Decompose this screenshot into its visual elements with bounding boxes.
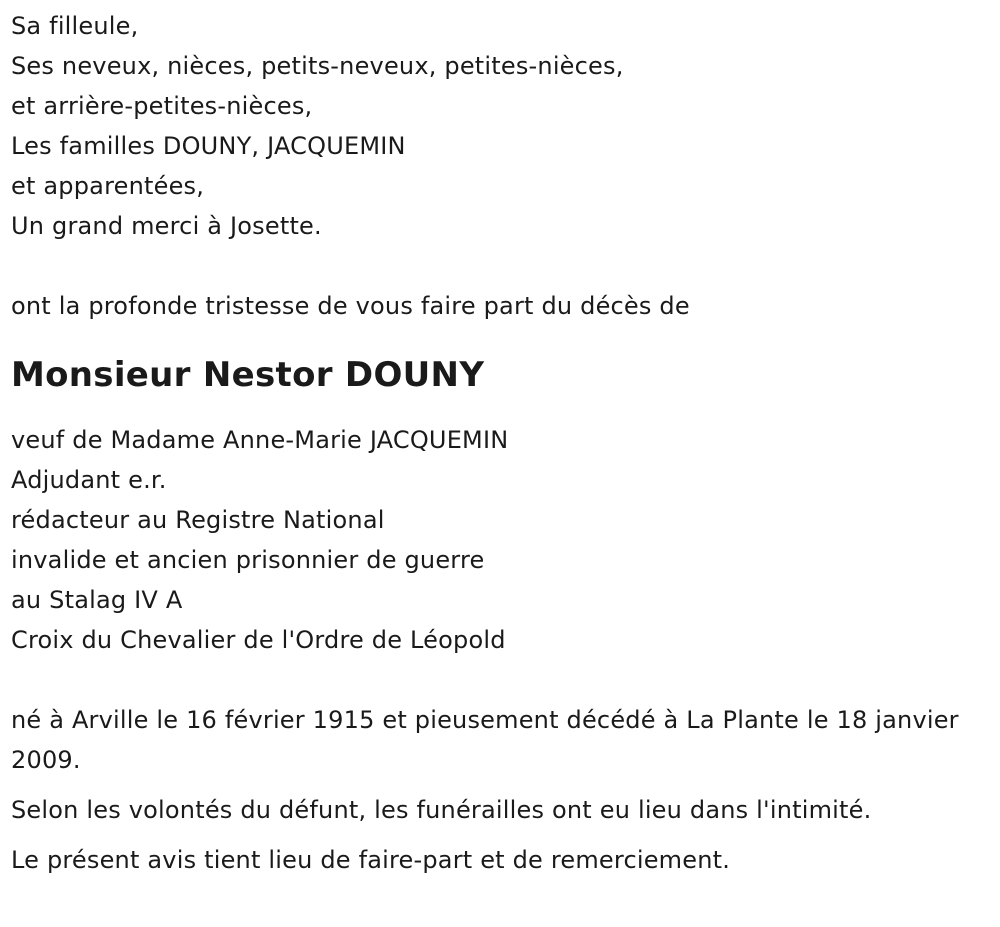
detail-line: Croix du Chevalier de l'Ordre de Léopold xyxy=(11,626,506,654)
family-line: Ses neveux, nièces, petits-neveux, petites-nièces, xyxy=(11,52,624,80)
detail-line: au Stalag IV A xyxy=(11,586,183,614)
deceased-name: Monsieur Nestor DOUNY xyxy=(11,355,485,395)
details-list xyxy=(11,420,1000,660)
spacer xyxy=(11,660,1000,700)
detail-line: rédacteur au Registre National xyxy=(11,506,385,534)
family-line: Un grand merci à Josette. xyxy=(11,212,322,240)
spacer xyxy=(11,246,1000,286)
family-line: Les familles DOUNY, JACQUEMIN xyxy=(11,132,406,160)
detail-line: Adjudant e.r. xyxy=(11,466,167,494)
detail-line: invalide et ancien prisonnier de guerre xyxy=(11,546,485,574)
spacer xyxy=(11,326,1000,346)
closing-note: Le présent avis tient lieu de faire-part et de remerciement. xyxy=(11,846,731,874)
spacer xyxy=(11,780,1000,790)
announcement-text: ont la profonde tristesse de vous faire part du décès de xyxy=(11,292,690,320)
funeral-note: Selon les volontés du défunt, les funérailles ont eu lieu dans l'intimité. xyxy=(11,796,872,824)
family-line: et arrière-petites-nièces, xyxy=(11,92,313,120)
spacer xyxy=(11,830,1000,840)
spacer xyxy=(11,400,1000,420)
family-list xyxy=(11,6,1000,246)
family-line: et apparentées, xyxy=(11,172,205,200)
birth-death-text: né à Arville le 16 février 1915 et pieusement décédé à La Plante le 18 janvier 2009. xyxy=(11,706,959,774)
family-line: Sa filleule, xyxy=(11,12,139,40)
detail-line: veuf de Madame Anne-Marie JACQUEMIN xyxy=(11,426,509,454)
